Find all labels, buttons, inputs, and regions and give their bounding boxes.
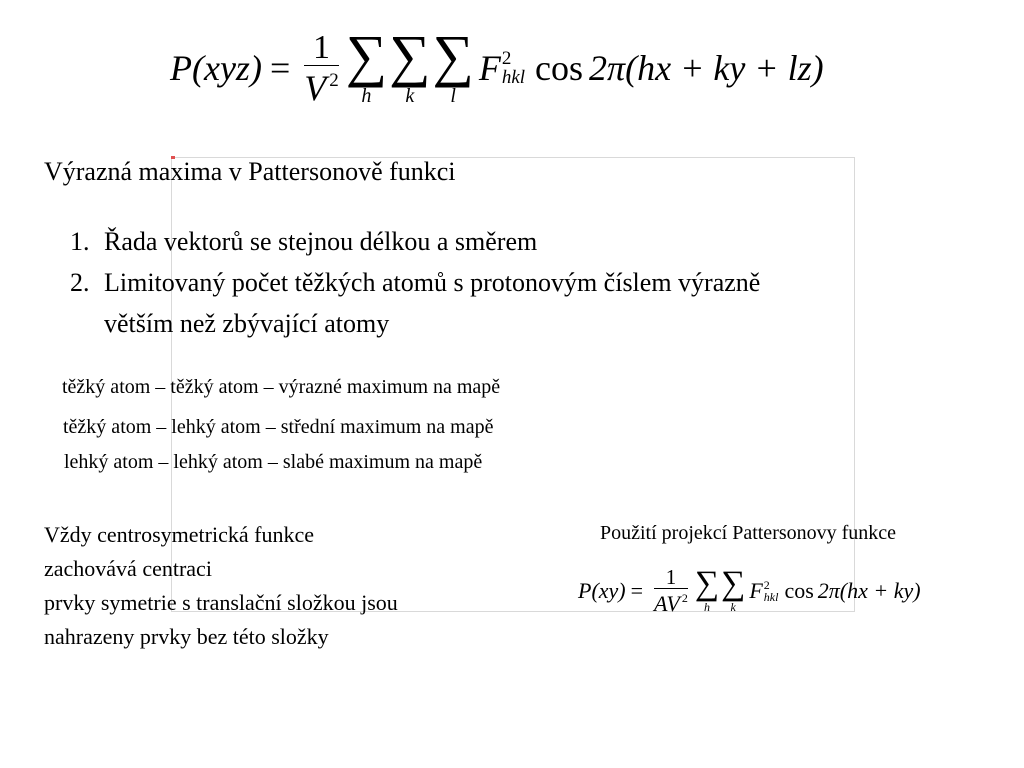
structure-factor: F xyxy=(478,48,501,89)
fraction-numerator: 1 xyxy=(665,565,677,589)
projection-title: Použití projekcí Pattersonovy funkce xyxy=(600,522,897,544)
formula-fraction xyxy=(654,567,688,615)
pair-heavy-light: těžký atom – lehký atom – střední maximum na mapě xyxy=(63,416,494,438)
structure-factor: F xyxy=(749,578,763,603)
sum-k: ∑ k xyxy=(389,23,431,108)
sum-k: ∑ k xyxy=(721,564,746,615)
formula-lhs: P(xy) xyxy=(578,578,626,603)
cos-function: cos xyxy=(784,578,814,603)
sum-l: ∑ l xyxy=(432,23,474,108)
pair-light-light: lehký atom – lehký atom – slabé maximum na mapě xyxy=(64,451,483,473)
formula-lhs: P(xyz) xyxy=(170,48,262,89)
structure-factor-indices: 2 hkl xyxy=(763,578,779,604)
formula-equals: = xyxy=(269,48,291,89)
cos-function: cos xyxy=(535,48,584,89)
fraction-denominator: AV $^2$ xyxy=(654,591,688,616)
structure-factor-indices: 2 hkl xyxy=(501,48,526,89)
cos-argument: 2π(hx + ky) xyxy=(817,578,921,603)
fraction-numerator: 1 xyxy=(313,28,330,66)
patterson-formula xyxy=(170,23,824,108)
section-heading: Výrazná maxima v Pattersonově funkci xyxy=(44,157,456,186)
formula-equals: = xyxy=(630,578,644,603)
centrosymmetry-note: Vždy centrosymetrická funkce zachovává centraci prvky symetrie s translační složkou jsou nahrazeny prvky bez této složky xyxy=(44,522,398,649)
cos-argument: 2π(hx + ky + lz) xyxy=(589,48,824,89)
sum-h: ∑ h xyxy=(694,564,720,615)
projection-formula xyxy=(578,564,921,616)
pair-heavy-heavy: těžký atom – těžký atom – výrazné maximum na mapě xyxy=(62,376,501,398)
fraction-denominator: V $^2$ xyxy=(304,67,339,108)
formula-fraction xyxy=(304,28,339,108)
sum-h: ∑ h xyxy=(345,23,388,108)
